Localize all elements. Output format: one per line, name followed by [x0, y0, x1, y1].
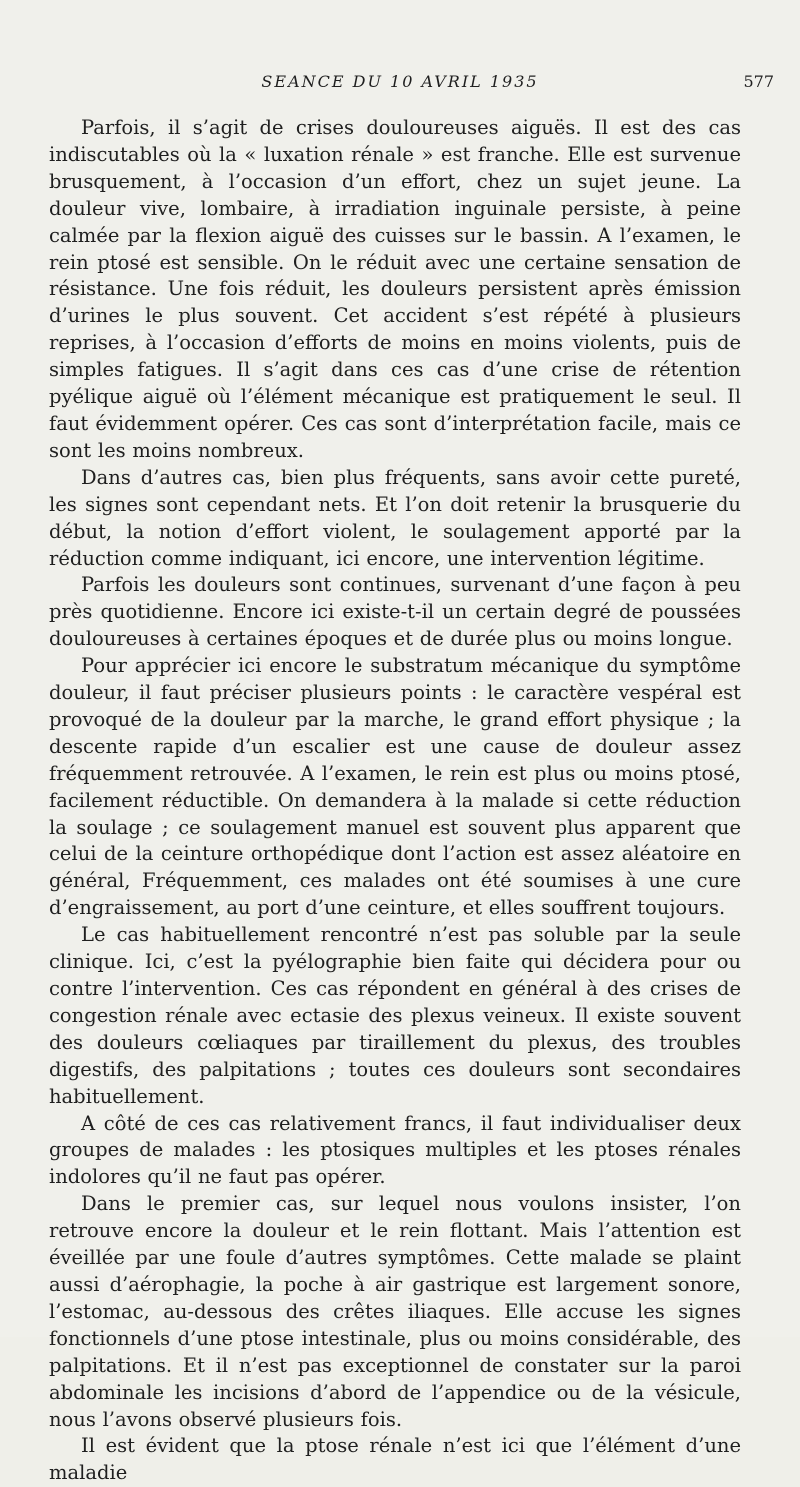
paragraph-5: Le cas habituellement rencontré n’est pas soluble par la seule clinique. Ici, c’est la pyélographie bien faite qui décidera pour ou contre l’intervention. Ces cas répondent en général à des crises de congestion rénale avec ectasie des plexus veineux. Il existe souvent des douleurs cœliaques par tiraillement du plexus, des troubles digestifs, des palpitations ; toutes ces douleurs sont secondaires habituellement. — [49, 923, 741, 1108]
paragraph-3: Parfois les douleurs sont continues, survenant d’une façon à peu près quotidienne. Encore ici existe-t-il un certain degré de poussées douloureuses à certaines époques et de durée plus ou moins longue. — [49, 573, 741, 651]
page-header — [0, 72, 800, 96]
paragraph-2: Dans d’autres cas, bien plus fréquents, sans avoir cette pureté, les signes sont cependant nets. Et l’on doit retenir la brusquerie du début, la notion d’effort violent, le soulagement apporté par la réduction comme indiquant, ici encore, une intervention légitime. — [49, 465, 741, 570]
paragraph-6: A côté de ces cas relativement francs, il faut individualiser deux groupes de malades : les ptosiques multiples et les ptoses rénales indolores qu’il ne faut pas opérer. — [49, 1111, 741, 1189]
paragraph-8: Il est évident que la ptose rénale n’est ici que l’élément d’une maladie — [49, 1434, 741, 1485]
paragraph-4: Pour apprécier ici encore le substratum mécanique du symptôme douleur, il faut préciser plusieurs points : le caractère vespéral est provoqué de la douleur par la marche, le grand effort physique ; la descente rapide d’un escalier est une cause de douleur assez fréquemment retrouvée. A l’examen, le rein est plus ou moins ptosé, facilement réductible. On demandera à la malade si cette réduction la soulage ; ce soulagement manuel est souvent plus apparent que celui de la ceinture orthopédique dont l’action est assez aléatoire en général, Fréquemment, ces malades ont été soumises à une cure d’engraissement, au port d’une ceinture, et elles souffrent toujours. — [49, 654, 741, 920]
running-title: SEANCE DU 10 AVRIL 1935 — [261, 72, 539, 91]
paragraph-1: Parfois, il s’agit de crises douloureuses aiguës. Il est des cas indiscutables où la « luxation rénale » est franche. Elle est survenue brusquement, à l’occasion d’un effort, chez un sujet jeune. La douleur vive, lombaire, à irradiation inguinale persiste, à peine calmée par la flexion aiguë des cuisses sur le bassin. A l’examen, le rein ptosé est sensible. On le réduit avec une certaine sensation de résistance. Une fois réduit, les douleurs persistent après émission d’urines le plus souvent. Cet accident s’est répété à plusieurs reprises, à l’occasion d’efforts de moins en moins violents, puis de simples fatigues. Il s’agit dans ces cas d’une crise de rétention pyélique aiguë où l’élément mécanique est pratiquement le seul. Il faut évidemment opérer. Ces cas sont d’interprétation facile, mais ce sont les moins nombreux. — [49, 116, 741, 462]
paragraph-7: Dans le premier cas, sur lequel nous voulons insister, l’on retrouve encore la douleur et le rein flottant. Mais l’attention est éveillée par une foule d’autres symptômes. Cette malade se plaint aussi d’aérophagie, la poche à air gastrique est largement sonore, l’estomac, au-dessous des crêtes iliaques. Elle accuse les signes fonctionnels d’une ptose intestinale, plus ou moins considérable, des palpitations. Et il n’est pas exceptionnel de constater sur la paroi abdominale les incisions d’abord de l’appendice ou de la vésicule, nous l’avons observé plusieurs fois. — [49, 1192, 741, 1431]
page-number: 577 — [743, 72, 774, 91]
body-text — [49, 115, 741, 1487]
